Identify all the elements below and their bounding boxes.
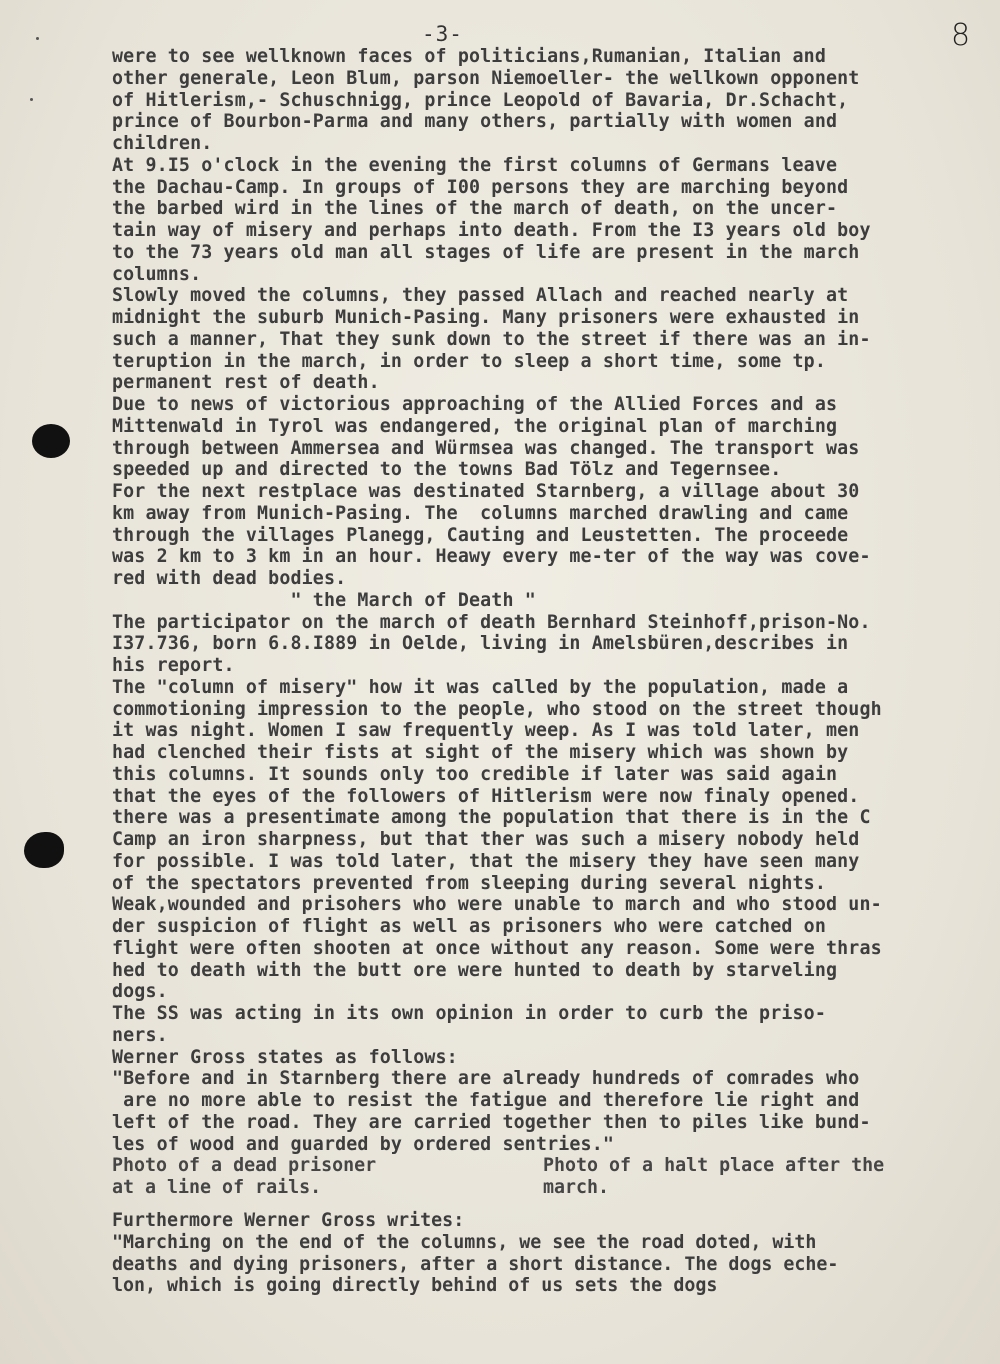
- text-line: speeded up and directed to the towns Bad Tölz and Tegernsee.: [112, 459, 782, 481]
- text-line: deaths and dying prisoners, after a short distance. The dogs eche-: [112, 1253, 839, 1275]
- text-line: children.: [112, 133, 213, 154]
- text-line: this columns. It sounds only too credible if later was said again: [112, 763, 838, 785]
- text-line: there was a presentimate among the population that there is in the C: [112, 807, 871, 829]
- text-line: red with dead bodies.: [112, 568, 347, 589]
- text-line: for possible. I was told later, that the misery they have seen many: [112, 850, 860, 872]
- text-line: commotioning impression to the people, who stood on the street though: [112, 698, 882, 720]
- paper-speck: [36, 37, 39, 40]
- text-line: that the eyes of the followers of Hitlerism were now finaly opened.: [112, 785, 860, 807]
- text-line: tain way of misery and perhaps into death. From the I3 years old boy: [112, 220, 871, 241]
- text-line: flight were often shooten at once without any reason. Some were thras: [112, 937, 882, 959]
- text-line: of the spectators prevented from sleeping during several nights.: [112, 872, 826, 894]
- text-line: the Dachau-Camp. In groups of I00 persons they are marching beyond: [112, 176, 849, 198]
- text-line: prince of Bourbon-Parma and many others, partially with women and: [112, 111, 838, 133]
- text-line: had clenched their fists at sight of the misery which was shown by: [112, 742, 849, 763]
- text-line: permanent rest of death.: [112, 372, 380, 394]
- text-line: his report.: [112, 655, 235, 676]
- text-line: to the 73 years old man all stages of life are present in the march: [112, 241, 860, 263]
- text-line: The participator on the march of death Bernhard Steinhoff,prison-No.: [112, 611, 871, 633]
- text-line: lon, which is going directly behind of us sets the dogs: [112, 1275, 718, 1297]
- text-line: through the villages Planegg, Cauting and Leustetten. The proceede: [112, 524, 849, 546]
- text-line: Mittenwald in Tyrol was endangered, the original plan of marching: [112, 415, 838, 437]
- text-line: Weak,wounded and prisohers who were unable to march and who stood un-: [112, 894, 882, 916]
- text-line: km away from Munich-Pasing. The columns marched drawling and came: [112, 502, 849, 524]
- text-line: Due to news of victorious approaching of the Allied Forces and as: [112, 394, 838, 415]
- text-line: Camp an iron sharpness, but that ther was such a misery nobody held: [112, 829, 860, 850]
- text-line: " the March of Death ": [112, 589, 536, 611]
- text-line: I37.736, born 6.8.I889 in Oelde, living in Amelsbüren,describes in: [112, 633, 849, 655]
- text-line: midnight the suburb Munich-Pasing. Many prisoners were exhausted in: [112, 307, 860, 328]
- text-line: was 2 km to 3 km in an hour. Heawy every me-ter of the way was cove-: [112, 546, 871, 568]
- text-line: For the next restplace was destinated Starnberg, a village about 30: [112, 481, 860, 502]
- text-line: the barbed wird in the lines of the march of death, on the uncer-: [112, 198, 838, 220]
- text-line: The "column of misery" how it was called by the population, made a: [112, 676, 849, 698]
- paper-speck: [30, 98, 33, 101]
- text-line: Furthermore Werner Gross writes:: [112, 1210, 465, 1231]
- photo-caption-left: Photo of a dead prisoner at a line of rails.: [112, 1155, 377, 1198]
- text-line: columns.: [112, 263, 202, 285]
- text-line: "Marching on the end of the columns, we see the road doted, with: [112, 1231, 817, 1253]
- main-typed-text: [112, 46, 992, 1155]
- text-line: such a manner, That they sunk down to the street if there was an in-: [112, 328, 871, 350]
- text-line: it was night. Women I saw frequently weep. As I was told later, men: [112, 720, 860, 742]
- page-number: -3-: [422, 22, 463, 46]
- punch-hole-lower: [24, 832, 64, 868]
- text-line: Slowly moved the columns, they passed Allach and reached nearly at: [112, 285, 849, 307]
- text-line: hed to death with the butt ore were hunted to death by starveling: [112, 959, 838, 981]
- text-line: "Before and in Starnberg there are already hundreds of comrades who: [112, 1068, 860, 1090]
- text-line: were to see wellknown faces of politicians,Rumanian, Italian and: [112, 46, 826, 67]
- text-line: Werner Gross states as follows:: [112, 1046, 458, 1068]
- text-line: are no more able to resist the fatigue and therefore lie right and: [112, 1090, 860, 1111]
- text-line: dogs.: [112, 981, 168, 1003]
- text-line: through between Ammersea and Würmsea was changed. The transport was: [112, 437, 860, 459]
- text-line: teruption in the march, in order to sleep a short time, some tp.: [112, 350, 826, 372]
- text-line: der suspicion of flight as well as prisoners who were catched on: [112, 916, 826, 937]
- text-line: left of the road. They are carried together then to piles like bund-: [112, 1111, 871, 1133]
- continuation-text: [112, 1210, 992, 1297]
- text-line: At 9.I5 o'clock in the evening the first columns of Germans leave: [112, 154, 838, 176]
- text-line: les of wood and guarded by ordered sentries.": [112, 1133, 615, 1155]
- text-line: other generale, Leon Blum, parson Niemoeller- the wellkown opponent: [112, 67, 860, 89]
- text-line: of Hitlerism,- Schuschnigg, prince Leopold of Bavaria, Dr.Schacht,: [112, 89, 849, 111]
- text-line: ners.: [112, 1024, 168, 1046]
- photo-caption-right: Photo of a halt place after the march.: [543, 1155, 885, 1198]
- sheet-number: 8: [951, 18, 971, 53]
- punch-hole-upper: [32, 424, 70, 458]
- text-line: The SS was acting in its own opinion in order to curb the priso-: [112, 1003, 826, 1024]
